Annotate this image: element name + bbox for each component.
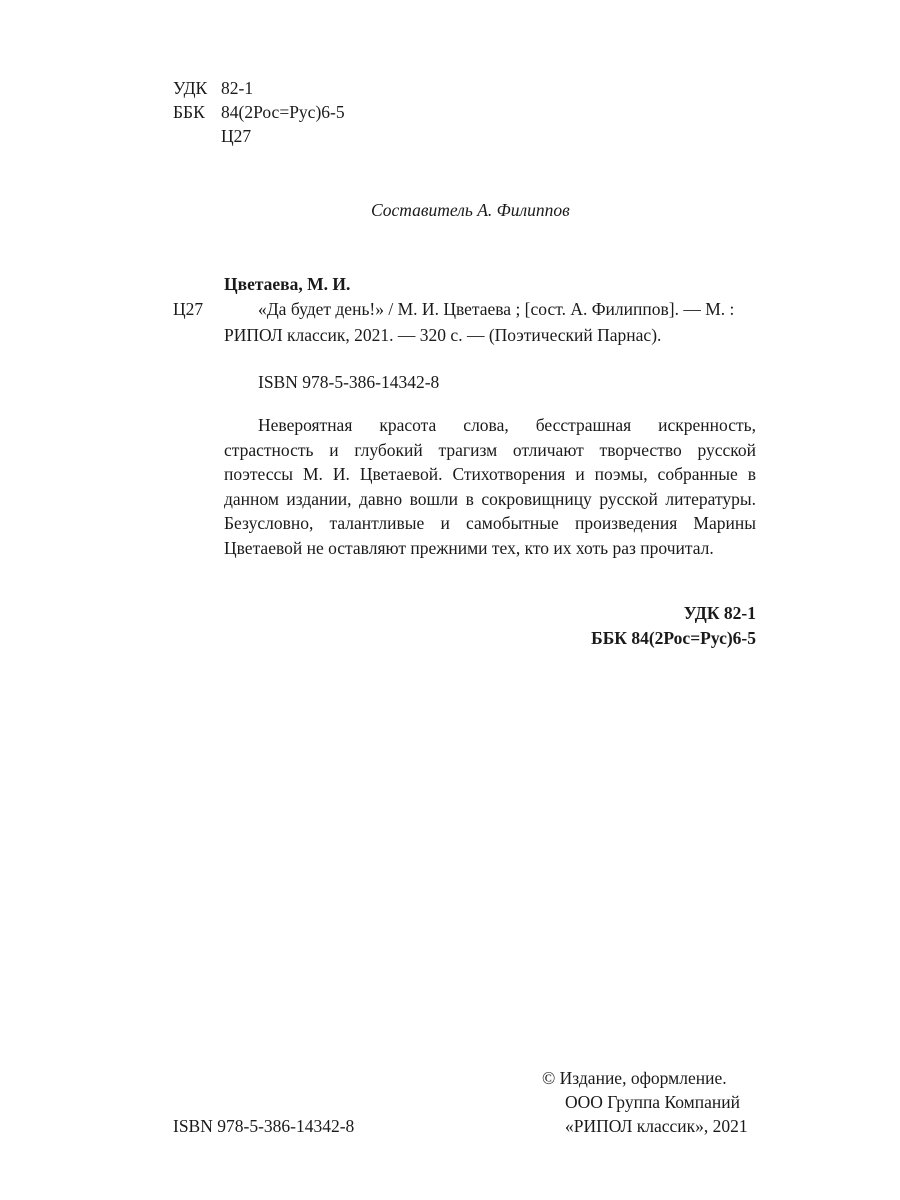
- udk-label: УДК: [173, 78, 208, 98]
- bbk-bottom: ББК 84(2Рос=Рус)6-5: [591, 628, 756, 648]
- compiler-line: Составитель А. Филиппов: [371, 200, 570, 220]
- bbk-row: [173, 100, 345, 124]
- classification-right: [591, 601, 756, 651]
- annotation-paragraph: Невероятная красота слова, бесстрашная искренность, страстность и глубокий трагизм отличают творчество русской поэтессы М. И. Цветаевой. Стихотворения и поэмы, собранные в данном издании, давно вошли в сокровищницу русской литературы. Безусловно, талантливые и самобытные произведения Марины Цветаевой не оставляют прежними тех, кто их хоть раз прочитал.: [224, 415, 756, 558]
- author-cipher-record: Ц27: [173, 299, 204, 319]
- copyright-line-3: «РИПОЛ классик», 2021: [565, 1116, 748, 1136]
- bbk-value: 84(2Рос=Рус)6-5: [221, 102, 345, 122]
- author-heading: Цветаева, М. И.: [224, 274, 351, 294]
- author-cipher-top: Ц27: [221, 126, 252, 146]
- copyright-line-1: © Издание, оформление.: [542, 1068, 727, 1088]
- udk-value: 82-1: [221, 78, 254, 98]
- copyright-block: [542, 1066, 748, 1138]
- copyright-line-2: ООО Группа Компаний: [565, 1092, 740, 1112]
- isbn-record: ISBN 978-5-386-14342-8: [258, 372, 440, 392]
- isbn-footer: ISBN 978-5-386-14342-8: [173, 1116, 355, 1136]
- bbk-label: ББК: [173, 102, 205, 122]
- bibliographic-description: «Да будет день!» / М. И. Цветаева ; [сост. А. Филиппов]. — М. : РИПОЛ классик, 2021. — 320 с. — (Поэтический Парнас).: [224, 299, 735, 345]
- udk-bottom: УДК 82-1: [683, 603, 756, 623]
- udk-row: [173, 76, 253, 100]
